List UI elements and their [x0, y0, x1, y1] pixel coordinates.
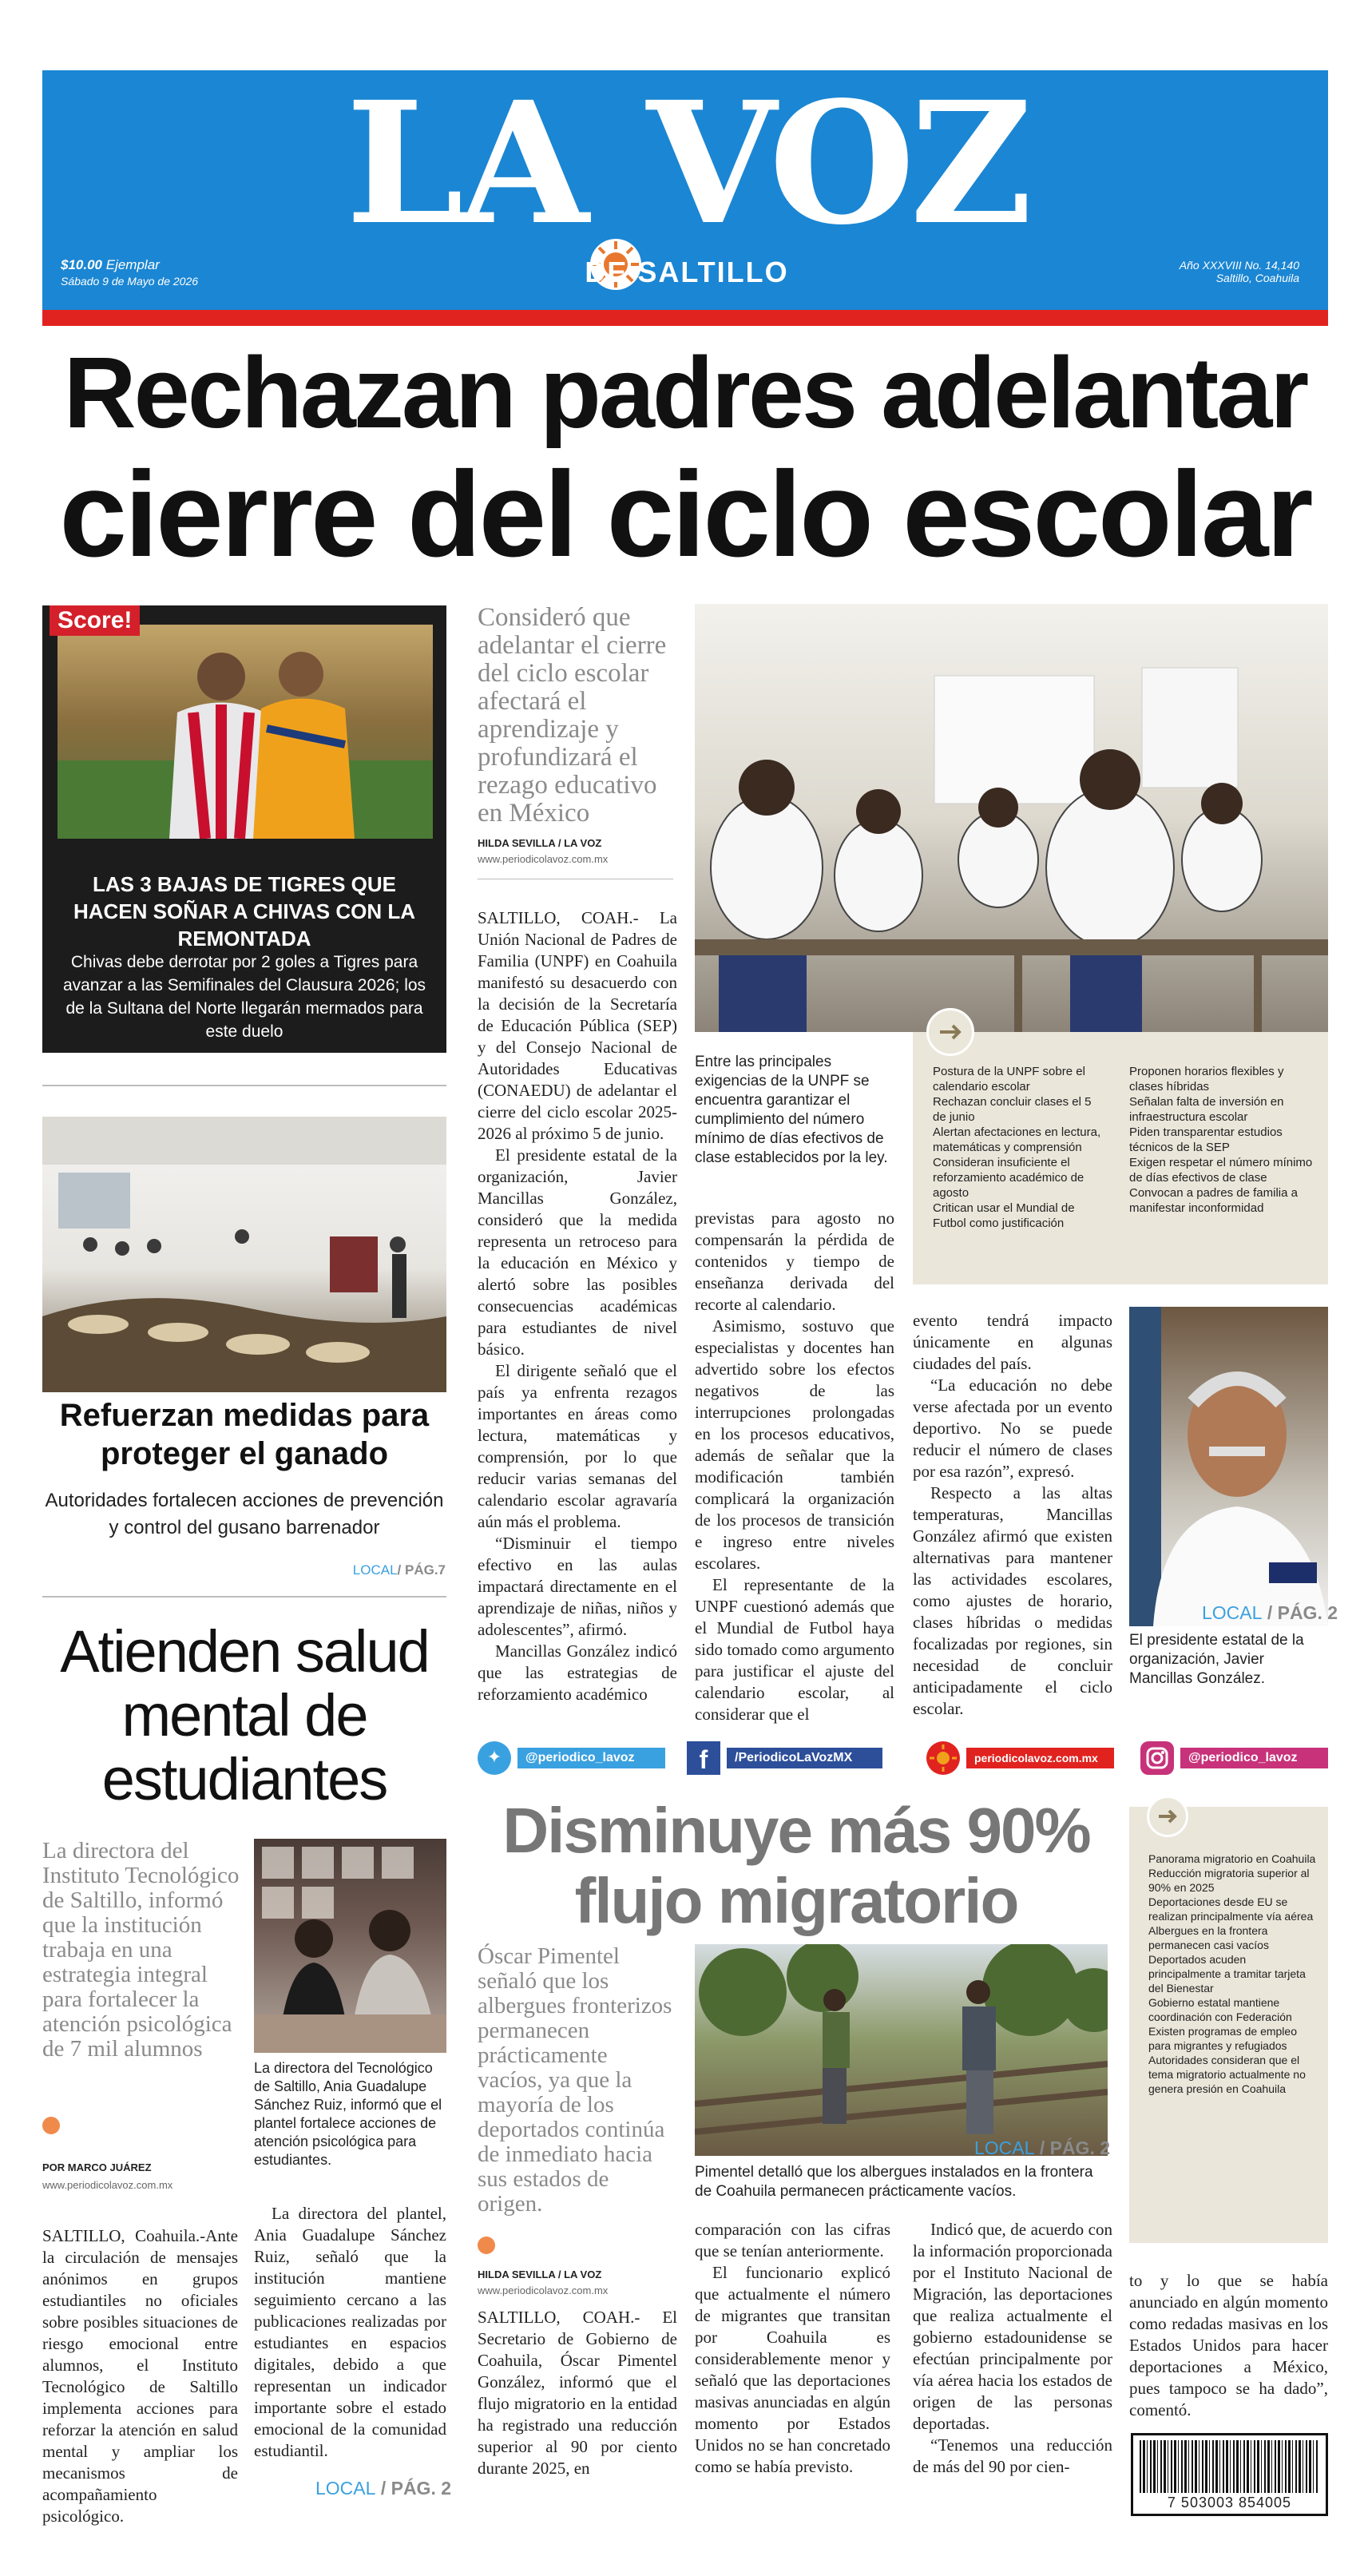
logo-la: LA [345, 65, 585, 262]
migracion-deck: Óscar Pimentel señaló que los albergues fronterizos permanecen prácticamente vacíos, ya que la mayoría de los deportados continúa de inmediato hacia sus estados de origen. [478, 1943, 672, 2217]
main-headline-line2: cierre del ciclo escolar [59, 447, 1311, 582]
page-label: / PÁG. 2 [1039, 2137, 1111, 2158]
paragraph: El funcionario explicó que actualmente el número de migrantes que transitan por Coahuila es considerablemente menor y señaló que las deportaciones masivas anunciadas en algún momento por Estados Unidos no se han concretado como se había previsto. [695, 2263, 890, 2476]
ganado-summary: Autoridades fortalecen acciones de prevención y control del gusano barrenador [45, 1490, 444, 1538]
arrow-icon [1147, 1796, 1188, 1837]
main-deck: Consideró que adelantar el cierre del ciclo escolar afectará el aprendizaje y profundizará el rezago educativo en México [478, 603, 667, 828]
sun-icon [926, 1741, 960, 1775]
barcode-number: 7 503003 854005 [1167, 2495, 1292, 2511]
paragraph: El dirigente señaló que el país ya enfrenta rezagos importantes en áreas como lectura, matemáticas y comprensión, por lo que reducir varias semanas del calendario escolar agravaría aún más el problema. [478, 1361, 677, 1531]
local-label: LOCAL [1202, 1602, 1263, 1623]
paragraph: Asimismo, sostuvo que especialistas y docentes han advertido sobre los efectos negativos de las interrupciones prolongadas en los procesos educativos, además de señalar que la modificación también complicará la organización de los procesos de transición e ingreso entre niveles escolares. [695, 1316, 894, 1573]
orange-dot [42, 2117, 60, 2134]
paragraph: El presidente estatal de la organización, Javier Mancillas González, consideró que la medida representa un retroceso para la educación en México y alertó sobre las posibles consecuencias académicas para estudiantes de nivel básico. [478, 1145, 677, 1359]
paragraph: El representante de la UNPF cuestionó además que el Mundial de Futbol haya sido tomado como argumento para justificar el ajuste del calendario escolar, al considerar que el [695, 1575, 894, 1724]
issue-date: Sábado 9 de Mayo de 2026 [61, 275, 199, 288]
paragraph: evento tendrá impacto únicamente en algunas ciudades del país. [913, 1311, 1112, 1373]
points-list-right [1129, 1064, 1313, 1216]
masthead-red-stripe [42, 310, 1328, 326]
salud-web: www.periodicolavoz.com.mx [42, 2179, 173, 2191]
local-label: LOCAL [974, 2137, 1035, 2158]
classroom-caption: Entre las principales exigencias de la UNPF se encuentra garantizar el cumplimiento del número mínimo de días efectivos de clase establecidos por la ley. [695, 1054, 888, 1166]
paragraph: Mancillas González indicó que las estrategias de reforzamiento académico [478, 1641, 677, 1704]
instagram-icon [1140, 1741, 1174, 1775]
paragraph: “La educación no debe verse afectada por un evento deportivo. No se puede reducir el número de clases por esa razón”, expresó. [913, 1375, 1112, 1481]
main-column-1 [478, 907, 677, 1705]
twitter-handle: @periodico_lavoz [517, 1748, 665, 1768]
main-column-2 [695, 1208, 894, 1725]
main-headline-line1: Rechazan padres adelantar [63, 336, 1307, 449]
migracion-web: www.periodicolavoz.com.mx [478, 2284, 609, 2296]
paragraph: SALTILLO, COAH.- El Secretario de Gobierno de Coahuila, Óscar Pimentel González, informó que el flujo migratorio en la entidad ha registrado una reducción superior al 90 por ciento durante 2025, en [478, 2308, 677, 2478]
paragraph: Indicó que, de acuerdo con la información proporcionada por el Instituto Nacional de Migración, las deportaciones que realiza actualmente el gobierno estadounidense se efectúan principalmente por vía aérea hacia los estados de origen de las personas deportadas. [913, 2220, 1112, 2433]
migracion-headline[interactable]: Disminuye más 90% flujo migratorio [502, 1795, 1090, 1936]
page-label: / PÁG. 2 [380, 2478, 452, 2499]
facebook-handle: /PeriodicoLaVozMX [727, 1748, 882, 1768]
instagram-link[interactable] [1140, 1741, 1328, 1775]
paragraph: SALTILLO, COAH.- La Unión Nacional de Padres de Familia (UNPF) en Coahuila manifestó su desacuerdo con la decisión de la Secretaría de Educación Pública (SEP) y del Consejo Nacional de Autoridades Educativas (CONAEDU) de adelantar el cierre del ciclo escolar 2025-2026 al próximo 5 de junio. [478, 908, 677, 1143]
twitter-icon: ✦ [478, 1741, 511, 1775]
sun-icon [589, 145, 642, 197]
social-bar [478, 1741, 1328, 1775]
salud-caption: La directora del Tecnológico de Saltillo, Ania Guadalupe Sánchez Ruiz, informó que el plantel fortalece acciones de atención psicológica para estudiantes. [254, 2060, 442, 2168]
salud-deck: La directora del Instituto Tecnológico de Saltillo, informó que la institución trabaja en una estrategia integral para fortalecer la atención psicológica de 7 mil alumnos [42, 1838, 240, 2062]
point-item: Rechazan concluir clases el 5 de junio [933, 1095, 1092, 1124]
migracion-column-3 [913, 2219, 1112, 2478]
orange-dot [478, 2237, 495, 2254]
classroom-photo [695, 604, 1328, 1032]
website-url: periodicolavoz.com.mx [966, 1748, 1114, 1768]
salud-column-2 [254, 2203, 446, 2462]
score-headline[interactable]: LAS 3 BAJAS DE TIGRES QUE HACEN SOÑAR A CHIVAS CON LA REMONTADA [73, 872, 416, 951]
twitter-link[interactable] [478, 1741, 669, 1775]
main-web: www.periodicolavoz.com.mx [478, 853, 609, 865]
point-item: Consideran insuficiente el reforzamiento académico de agosto [933, 1156, 1084, 1200]
point-item: Existen programas de empleo para migrantes y refugiados [1148, 2025, 1297, 2052]
ganado-page-ref[interactable] [353, 1562, 446, 1578]
paragraph: “Disminuir el tiempo efectivo en las aulas impactará directamente en el aprendizaje de niñas, niños y adolescentes”, afirmó. [478, 1534, 677, 1639]
migracion-caption: Pimentel detalló que los albergues instalados en la frontera de Coahuila permanecen prácticamente vacíos. [695, 2164, 1093, 2200]
point-item: Critican usar el Mundial de Futbol como justificación [933, 1201, 1075, 1230]
main-headline [42, 337, 1328, 581]
point-item: Proponen horarios flexibles y clases híbridas [1129, 1065, 1284, 1094]
price [61, 257, 198, 289]
score-summary: Chivas debe derrotar por 2 goles a Tigres para avanzar a las Semifinales del Clausura 2026; los de la Sultana del Norte llegarán mermados para este duelo [62, 953, 426, 1041]
paragraph: to y lo que se había anunciado en algún momento como redadas masivas en los Estados Unidos para hacer deportaciones a México, pues tampoco se ha dado”, comentó. [1129, 2271, 1328, 2419]
paragraph: previstas para agosto no compensarán la pérdida de contenidos y tiempo de enseñanza derivada del recorte al calendario. [695, 1209, 894, 1314]
point-item: Panorama migratorio en Coahuila [1148, 1852, 1316, 1865]
arrow-icon [926, 1008, 974, 1056]
score-badge[interactable]: Score! [50, 605, 140, 636]
paragraph: Respecto a las altas temperaturas, Mancillas González afirmó que existen alternativas para mantener las actividades escolares, como ajustes de horario, clases híbridas o medidas focalizadas por regiones, sin necesidad de concluir anticipadamente el ciclo escolar. [913, 1483, 1112, 1718]
price-label: Ejemplar [105, 257, 160, 272]
point-item: Deportados acuden principalmente a tramitar tarjeta del Bienestar [1148, 1953, 1306, 1995]
point-item: Albergues en la frontera permanecen casi vacíos [1148, 1924, 1269, 1951]
point-item: Autoridades consideran que el tema migratorio actualmente no genera presión en Coahuila [1148, 2054, 1306, 2095]
city: Saltillo, Coahuila [1215, 272, 1299, 284]
salud-column-1 [42, 2225, 238, 2527]
ganado-headline[interactable]: Refuerzan medidas para proteger el ganado [59, 1398, 430, 1471]
logo [311, 65, 1062, 262]
migracion-byline: HILDA SEVILLA / LA VOZ [478, 2268, 602, 2280]
salud-page-ref[interactable] [315, 2478, 451, 2499]
divider [42, 1596, 446, 1598]
soccer-photo [57, 625, 433, 839]
migracion-page-ref[interactable] [974, 2137, 1110, 2159]
migracion-points-list [1148, 1852, 1318, 2096]
website-link[interactable] [926, 1741, 1118, 1775]
local-label: LOCAL [352, 1562, 398, 1578]
point-item: Exigen respetar el número mínimo de días efectivos de clase [1129, 1156, 1313, 1185]
paragraph: La directora del plantel, Ania Guadalupe Sánchez Ruiz, señaló que la institución mantiene seguimiento cercano a las publicaciones realizadas por estudiantes en espacios digitales, debido a que representan un indicador importante sobre el estado emocional de la comunidad estudiantil. [254, 2204, 446, 2460]
migrants-photo [695, 1944, 1111, 2158]
main-column-3 [913, 1310, 1112, 1720]
migracion-column-4 [1129, 2270, 1328, 2421]
issue-info [1180, 259, 1299, 284]
divider [42, 1085, 446, 1086]
barcode [1131, 2433, 1328, 2516]
main-byline: HILDA SEVILLA / LA VOZ [478, 837, 602, 849]
migracion-column-1 [478, 2307, 677, 2479]
local-label: LOCAL [315, 2478, 376, 2499]
price-value: $10.00 [61, 257, 102, 272]
logo-voz: VOZ [646, 65, 1029, 262]
salud-byline: POR MARCO JUÁREZ [42, 2161, 152, 2173]
instagram-handle: @periodico_lavoz [1180, 1748, 1328, 1768]
point-item: Alertan afectaciones en lectura, matemáticas y comprensión [933, 1125, 1101, 1154]
portrait-page-ref[interactable] [1202, 1602, 1338, 1624]
point-item: Señalan falta de inversión en infraestructura escolar [1129, 1095, 1284, 1124]
year-issue: Año XXXVIII No. 14,140 [1179, 259, 1299, 272]
point-item: Deportaciones desde EU se realizan principalmente vía aérea [1148, 1895, 1314, 1923]
salud-headline[interactable]: Atienden salud mental de estudiantes [60, 1618, 429, 1812]
ganado-photo [42, 1117, 446, 1392]
logo-subtitle: DE SALTILLO [585, 256, 789, 288]
paragraph: “Tenemos una reducción de más del 90 por cien- [913, 2435, 1112, 2476]
portrait-caption: El presidente estatal de la organización, Javier Mancillas González. [1129, 1632, 1304, 1687]
salud-photo [254, 1839, 446, 2053]
facebook-icon: f [687, 1741, 720, 1775]
paragraph: SALTILLO, Coahuila.-Ante la circulación de mensajes anónimos en grupos estudiantiles no oficiales sobre posibles situaciones de riesgo emocional entre alumnos, el Instituto Tecnológico de Saltillo implementa acciones para reforzar la atención en salud mental y ampliar los mecanismos de acompañamiento psicológico. [42, 2226, 238, 2526]
barcode-bars [1140, 2440, 1319, 2493]
point-item: Postura de la UNPF sobre el calendario escolar [933, 1065, 1085, 1094]
migracion-column-2 [695, 2219, 890, 2478]
page-label: / PÁG.7 [397, 1562, 446, 1578]
point-item: Reducción migratoria superior al 90% en 2025 [1148, 1867, 1310, 1894]
point-item: Convocan a padres de familia a manifestar inconformidad [1129, 1186, 1298, 1215]
portrait-photo [1129, 1307, 1328, 1626]
facebook-link[interactable] [687, 1741, 886, 1775]
page-label: / PÁG. 2 [1267, 1602, 1338, 1623]
paragraph: comparación con las cifras que se tenían anteriormente. [695, 2220, 890, 2260]
points-list-left [933, 1064, 1107, 1231]
point-item: Piden transparentar estudios técnicos de la SEP [1129, 1125, 1283, 1154]
point-item: Gobierno estatal mantiene coordinación con Federación [1148, 1996, 1292, 2023]
